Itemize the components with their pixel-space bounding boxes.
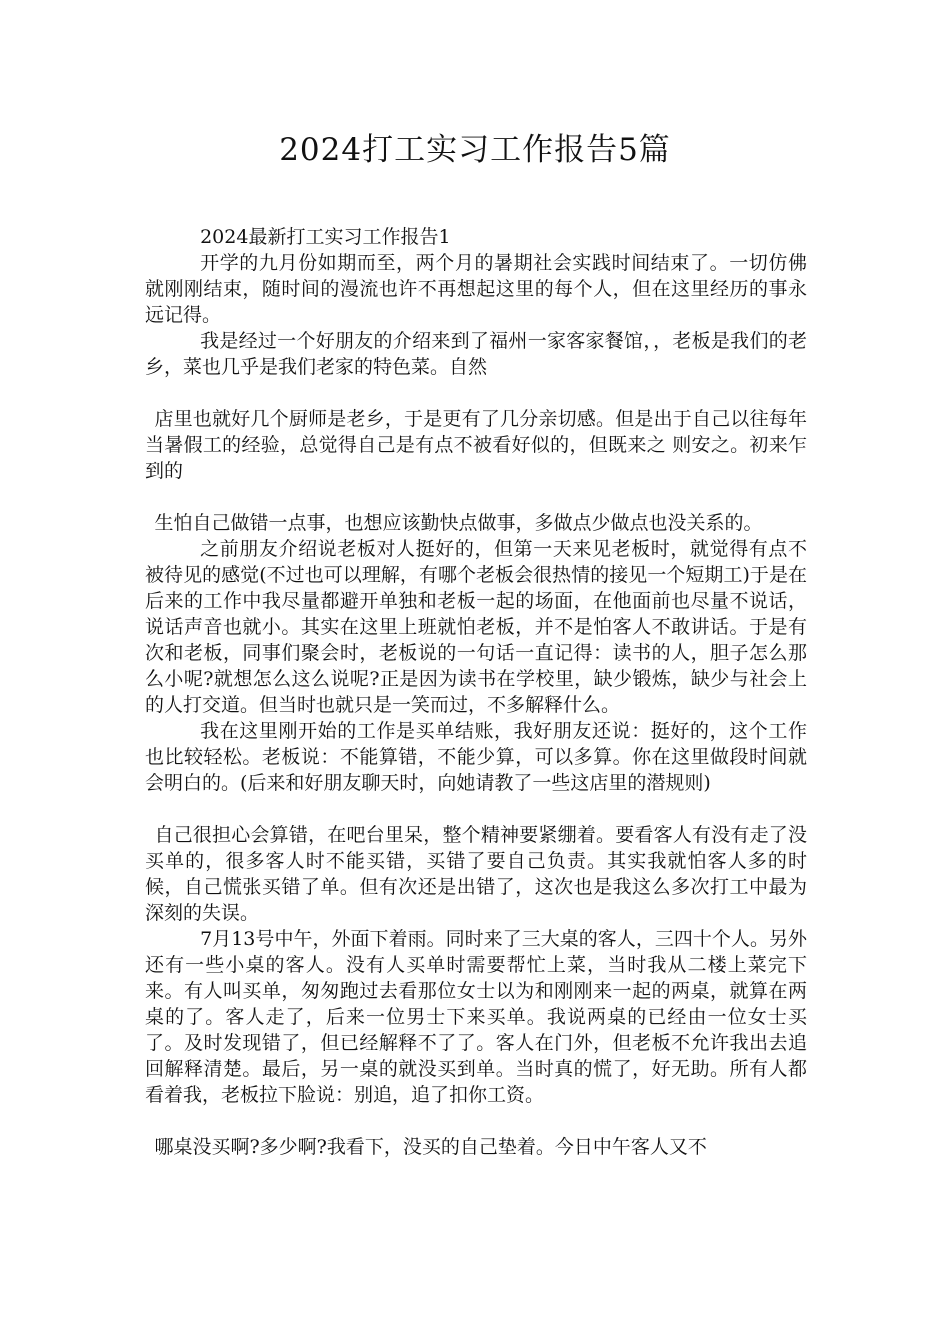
paragraph: 之前朋友介绍说老板对人挺好的，但第一天来见老板时，就觉得有点不被待见的感觉(不过也可以理解，有哪个老板会很热情的接见一个短期工)于是在后来的工作中我尽量都避开单独和老板一起的场面，在他面前也尽量不说话，说话声音也就小。其实在这里上班就怕老板，并不是怕客人不敢讲话。于是有次和老板，同事们聚会时，老板说的一句话一直记得：读书的人，胆子怎么那么小呢?就想怎么这么说呢?正是因为读书在学校里，缺少锻炼，缺少与社会上的人打交道。但当时也就只是一笑而过，不多解释什么。 <box>145 538 807 716</box>
document-title: 2024打工实习工作报告5篇 <box>279 132 671 168</box>
paragraph: 开学的九月份如期而至，两个月的暑期社会实践时间结束了。一切仿佛就刚刚结束，随时间的漫流也许不再想起这里的每个人，但在这里经历的事永远记得。 <box>145 252 807 326</box>
paragraph: 我在这里刚开始的工作是买单结账，我好朋友还说：挺好的，这个工作也比较轻松。老板说：不能算错，不能少算，可以多算。你在这里做段时间就会明白的。(后来和好朋友聊天时，向她请教了一些这店里的潜规则) <box>145 720 807 794</box>
document-body <box>145 224 807 1160</box>
paragraph: 7月13号中午，外面下着雨。同时来了三大桌的客人，三四十个人。另外还有一些小桌的客人。没有人买单时需要帮忙上菜，当时我从二楼上菜完下来。有人叫买单，匆匆跑过去看那位女士以为和刚刚来一起的两桌，就算在两桌的了。客人走了，后来一位男士下来买单。我说两桌的已经由一位女士买了。及时发现错了，但已经解释不了了。客人在门外，但老板不允许我出去追回解释清楚。最后，另一桌的就没买到单。当时真的慌了，好无助。所有人都看着我，老板拉下脸说：别追，追了扣你工资。 <box>145 928 807 1106</box>
paragraph: 生怕自己做错一点事，也想应该勤快点做事，多做点少做点也没关系的。 <box>154 512 763 534</box>
paragraph: 自己很担心会算错，在吧台里呆，整个精神要紧绷着。要看客人有没有走了没买单的，很多客人时不能买错，买错了要自己负责。其实我就怕客人多的时候，自己慌张买错了单。但有次还是出错了，这次也是我这么多次打工中最为深刻的失误。 <box>145 824 807 924</box>
section-heading: 2024最新打工实习工作报告1 <box>200 226 451 248</box>
paragraph: 店里也就好几个厨师是老乡，于是更有了几分亲切感。但是出于自己以往每年当暑假工的经验，总觉得自己是有点不被看好似的，但既来之 则安之。初来乍到的 <box>145 408 807 482</box>
paragraph: 我是经过一个好朋友的介绍来到了福州一家客家餐馆，，老板是我们的老乡，菜也几乎是我们老家的特色菜。自然 <box>145 330 807 378</box>
paragraph: 哪桌没买啊?多少啊?我看下，没买的自己垫着。今日中午客人又不 <box>154 1136 707 1158</box>
